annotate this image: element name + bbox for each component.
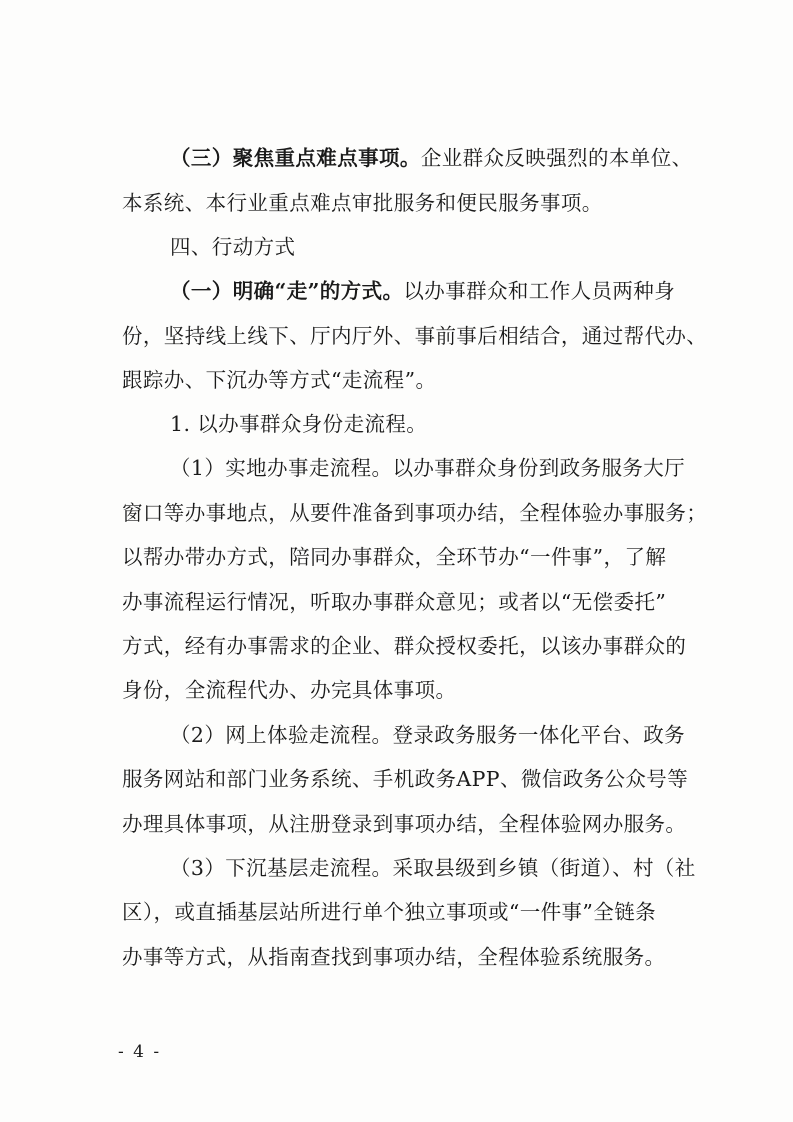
paragraph-2-line-1 — [170, 277, 682, 305]
paragraph-1-line-1 — [170, 144, 693, 172]
paragraph-1-line-2: 本系统、本行业重点难点审批服务和便民服务事项。 — [122, 191, 603, 215]
paragraph-3-line-5: 方式，经有办事需求的企业、群众授权委托，以该办事群众的 — [122, 634, 687, 658]
paragraph-5-line-2: 区），或直插基层站所进行单个独立事项或“一件事”全链条 — [122, 900, 657, 924]
paragraph-4-line-1: （2）网上体验走流程。登录政务服务一体化平台、政务 — [170, 723, 686, 747]
paragraph-1-text-1: 企业群众反映强烈的本单位、 — [420, 146, 693, 170]
paragraph-4-line-2: 服务网站和部门业务系统、手机政务APP、微信政务公众号等 — [122, 767, 689, 791]
paragraph-5-line-3: 办事等方式，从指南查找到事项办结，全程体验系统服务。 — [122, 945, 666, 969]
paragraph-2-lead: （一）明确“走”的方式。 — [170, 279, 404, 303]
paragraph-3-line-4: 办事流程运行情况，听取办事群众意见；或者以“无偿委托” — [122, 590, 667, 614]
paragraph-2-text-1: 以办事群众和工作人员两种身 — [403, 279, 676, 303]
subheading-1: 1. 以办事群众身份走流程。 — [170, 412, 428, 436]
paragraph-2-line-3: 跟踪办、下沉办等方式“走流程”。 — [122, 368, 437, 392]
paragraph-3-line-2: 窗口等办事地点，从要件准备到事项办结，全程体验办事服务； — [122, 501, 708, 525]
paragraph-3-line-6: 身份，全流程代办、办完具体事项。 — [122, 678, 457, 702]
paragraph-3-line-3: 以帮办带办方式，陪同办事群众，全环节办“一件事”，了解 — [122, 545, 667, 569]
paragraph-3-line-1: （1）实地办事走流程。以办事群众身份到政务服务大厅 — [170, 456, 686, 480]
paragraph-5-line-1: （3）下沉基层走流程。采取县级到乡镇（街道）、村（社 — [170, 856, 696, 880]
page-number: - 4 - — [118, 1042, 162, 1062]
paragraph-4-line-3: 办理具体事项，从注册登录到事项办结，全程体验网办服务。 — [122, 812, 687, 836]
section-heading: 四、行动方式 — [170, 235, 296, 259]
paragraph-2-line-2: 份，坚持线上线下、厅内厅外、事前事后相结合，通过帮代办、 — [122, 324, 708, 348]
paragraph-1-lead: （三）聚焦重点难点事项。 — [170, 146, 421, 170]
